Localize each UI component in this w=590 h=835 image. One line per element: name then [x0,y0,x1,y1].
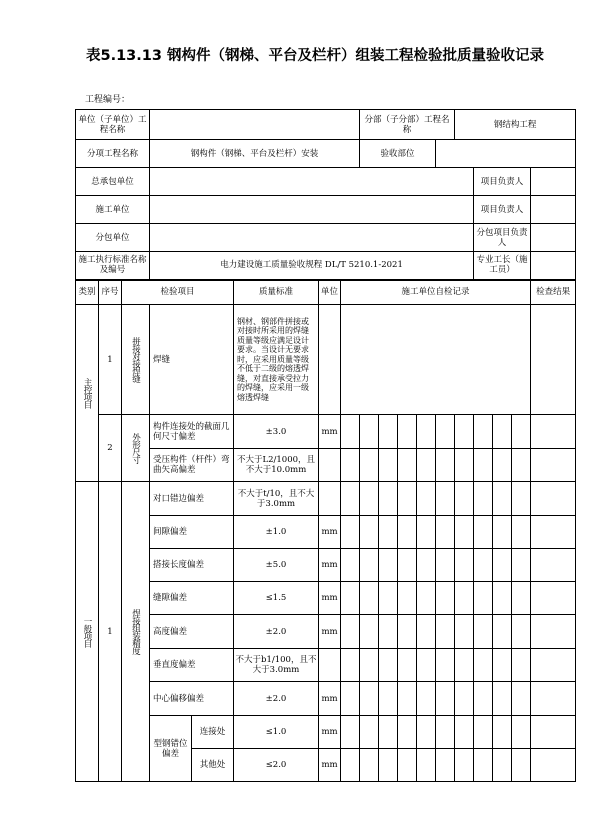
col-unit: 单位 [319,280,341,305]
record-cell[interactable] [398,682,417,716]
col-item: 检验项目 [122,280,234,305]
sub-project-manager-field[interactable] [531,224,576,252]
record-cell[interactable] [436,516,455,549]
record-cell[interactable] [493,415,512,449]
offset-unit-a: mm [319,716,341,749]
record-cell[interactable] [398,582,417,615]
foreman-field[interactable] [531,252,576,280]
record-cell[interactable] [417,716,436,749]
record-cell[interactable] [398,516,417,549]
offset-std-a: ≤1.0 [234,716,319,749]
col-category: 类别 [76,280,99,305]
general-item-6: 中心偏移偏差 [150,682,234,716]
record-cell[interactable] [455,482,474,516]
record-cell[interactable] [512,482,531,516]
unit-name-field[interactable] [150,110,360,140]
record-cell[interactable] [379,615,398,649]
record-cell[interactable] [455,749,474,782]
general-unit-2: mm [319,549,341,582]
record-cell[interactable] [436,615,455,649]
record-cell[interactable] [379,682,398,716]
record-cell[interactable] [360,615,379,649]
standard-field[interactable]: 电力建设施工质量验收规程 DL/T 5210.1-2021 [150,252,474,280]
result-cell[interactable] [531,415,576,449]
record-cell[interactable] [379,749,398,782]
record-cell[interactable] [417,749,436,782]
main-item-section: 构件连接处的截面几何尺寸偏差 [150,415,234,449]
project-manager-label: 项目负责人 [474,168,531,196]
result-cell[interactable] [531,549,576,582]
general-category: 一般项目 [76,482,99,782]
record-cell[interactable] [512,582,531,615]
record-cell[interactable] [341,449,360,482]
inspection-form-table [75,109,576,782]
record-cell[interactable] [398,449,417,482]
record-cell[interactable] [493,516,512,549]
record-cell[interactable] [455,682,474,716]
record-cell[interactable] [341,549,360,582]
record-cell[interactable] [493,449,512,482]
general-std-1: ±1.0 [234,516,319,549]
foreman-label: 专业工长（施工员） [474,252,531,280]
record-cell[interactable] [398,749,417,782]
main-std-bend: 不大于L2/1000，且不大于10.0mm [234,449,319,482]
unit-name-label: 单位（子单位）工程名称 [76,110,150,140]
record-cell[interactable] [360,449,379,482]
record-cell[interactable] [474,582,493,615]
record-cell[interactable] [417,482,436,516]
offset-item-b: 其他处 [192,749,234,782]
project-manager-field[interactable] [531,168,576,196]
record-cell[interactable] [474,415,493,449]
general-std-4: ±2.0 [234,615,319,649]
result-cell[interactable] [531,615,576,649]
record-cell[interactable] [455,516,474,549]
record-cell[interactable] [341,482,360,516]
record-cell[interactable] [360,682,379,716]
record-cell[interactable] [417,516,436,549]
result-cell[interactable] [531,516,576,549]
record-cell[interactable] [512,682,531,716]
construction-unit-field[interactable] [150,196,474,224]
main-unit-weld [319,305,341,415]
result-cell[interactable] [531,749,576,782]
col-standard: 质量标准 [234,280,319,305]
record-cell[interactable] [436,749,455,782]
main-std-section: ±3.0 [234,415,319,449]
general-contractor-label: 总承包单位 [76,168,150,196]
record-cell[interactable] [360,649,379,682]
main-std-weld: 钢材、钢部件拼接或对接时所采用的焊缝质量等级应满足设计要求。当设计无要求时，应采用质量等级不低于二级的熔透焊缝，对直接承受拉力的焊缝，应采用一级熔透焊缝 [234,305,319,415]
record-cell[interactable] [512,649,531,682]
record-cell[interactable] [493,549,512,582]
record-cell[interactable] [436,682,455,716]
record-cell[interactable] [474,749,493,782]
general-std-0: 不大于t/10，且不大于3.0mm [234,482,319,516]
item-name-field[interactable]: 钢构件（钢梯、平台及栏杆）安装 [150,140,360,168]
main-group-2: 外形尺寸 [122,415,150,482]
record-cell[interactable] [379,516,398,549]
main-group-1: 拼接对接焊缝 [122,305,150,415]
subdivision-field[interactable]: 钢结构工程 [455,110,576,140]
record-cell[interactable] [436,449,455,482]
record-cell[interactable] [474,516,493,549]
item-name-label: 分项工程名称 [76,140,150,168]
record-cell[interactable] [493,615,512,649]
record-cell[interactable] [398,615,417,649]
general-unit-4: mm [319,615,341,649]
record-cell[interactable] [398,649,417,682]
record-cell[interactable] [398,415,417,449]
project-no-label: 工程编号： [85,95,131,105]
record-cell[interactable] [360,749,379,782]
record-cell[interactable] [493,582,512,615]
standard-label: 施工执行标准名称及编号 [76,252,150,280]
col-seq: 序号 [99,280,122,305]
acceptance-part-field[interactable] [436,140,576,168]
record-cell[interactable] [417,549,436,582]
record-cell[interactable] [436,716,455,749]
record-cell[interactable] [474,682,493,716]
general-item-3: 缝隙偏差 [150,582,234,615]
record-cell[interactable] [379,449,398,482]
record-cell[interactable] [360,716,379,749]
general-item-5: 垂直度偏差 [150,649,234,682]
general-std-5: 不大于b1/100，且不大于3.0mm [234,649,319,682]
record-cell[interactable] [436,649,455,682]
record-cell[interactable] [379,482,398,516]
offset-label: 型钢错位偏差 [150,716,192,782]
main-category: 主控项目 [76,305,99,482]
general-unit-6: mm [319,682,341,716]
general-item-1: 间隙偏差 [150,516,234,549]
general-unit-3: mm [319,582,341,615]
offset-unit-b: mm [319,749,341,782]
record-cell[interactable] [436,415,455,449]
record-cell[interactable] [493,749,512,782]
record-cell[interactable] [360,582,379,615]
record-cell[interactable] [493,482,512,516]
general-seq: 1 [99,482,122,782]
record-cell[interactable] [360,415,379,449]
record-cell[interactable] [398,549,417,582]
record-cell[interactable] [341,615,360,649]
result-cell[interactable] [531,716,576,749]
subcontractor-field[interactable] [150,224,474,252]
record-cell[interactable] [512,716,531,749]
general-std-6: ±2.0 [234,682,319,716]
general-std-2: ±5.0 [234,549,319,582]
form-title: 表5.13.13 钢构件（钢梯、平台及栏杆）组装工程检验批质量验收记录 [85,48,544,64]
subdivision-label: 分部（子分部）工程名称 [360,110,455,140]
record-cell[interactable] [341,716,360,749]
record-cell[interactable] [417,415,436,449]
result-cell[interactable] [531,449,576,482]
record-cell[interactable] [417,615,436,649]
record-cell[interactable] [341,749,360,782]
record-cell[interactable] [379,716,398,749]
record-cell[interactable] [341,682,360,716]
record-cell[interactable] [474,482,493,516]
record-cell[interactable] [455,649,474,682]
record-cell[interactable] [436,482,455,516]
main-seq-2: 2 [99,415,122,482]
record-cell[interactable] [493,716,512,749]
record-cell[interactable] [493,649,512,682]
record-cell[interactable] [474,615,493,649]
col-record: 施工单位自检记录 [341,280,531,305]
offset-item-a: 连接处 [192,716,234,749]
main-item-weld: 焊缝 [150,305,234,415]
record-cell[interactable] [474,549,493,582]
record-cell[interactable] [512,516,531,549]
record-cell[interactable] [455,615,474,649]
project-manager-field-2[interactable] [531,196,576,224]
general-unit-0 [319,482,341,516]
record-cell[interactable] [455,415,474,449]
main-unit-section: mm [319,415,341,449]
result-cell[interactable] [531,482,576,516]
acceptance-part-label: 验收部位 [360,140,436,168]
main-item-bend: 受压构件（杆件）弯曲矢高偏差 [150,449,234,482]
project-manager-label-2: 项目负责人 [474,196,531,224]
record-cell[interactable] [341,516,360,549]
construction-unit-label: 施工单位 [76,196,150,224]
record-cell[interactable] [379,549,398,582]
offset-std-b: ≤2.0 [234,749,319,782]
subcontractor-label: 分包单位 [76,224,150,252]
general-group: 焊接组装精度 [122,482,150,782]
sub-project-manager-label: 分包项目负责人 [474,224,531,252]
record-cell[interactable] [512,449,531,482]
record-cell[interactable] [398,482,417,516]
main-unit-bend [319,449,341,482]
main-record-weld[interactable] [341,305,531,415]
record-cell[interactable] [360,549,379,582]
record-cell[interactable] [341,649,360,682]
record-cell[interactable] [341,582,360,615]
record-cell[interactable] [417,682,436,716]
general-item-2: 搭接长度偏差 [150,549,234,582]
record-cell[interactable] [512,615,531,649]
general-item-0: 对口错边偏差 [150,482,234,516]
record-cell[interactable] [360,482,379,516]
general-unit-5 [319,649,341,682]
record-cell[interactable] [474,649,493,682]
record-cell[interactable] [474,716,493,749]
record-cell[interactable] [474,449,493,482]
general-item-4: 高度偏差 [150,615,234,649]
record-cell[interactable] [455,549,474,582]
record-cell[interactable] [512,549,531,582]
record-cell[interactable] [379,415,398,449]
record-cell[interactable] [379,649,398,682]
general-std-3: ≤1.5 [234,582,319,615]
record-cell[interactable] [341,415,360,449]
result-cell[interactable] [531,649,576,682]
record-cell[interactable] [512,749,531,782]
result-cell[interactable] [531,682,576,716]
record-cell[interactable] [417,582,436,615]
record-cell[interactable] [417,649,436,682]
col-result: 检查结果 [531,280,576,305]
result-cell[interactable] [531,582,576,615]
record-cell[interactable] [436,549,455,582]
record-cell[interactable] [379,582,398,615]
record-cell[interactable] [360,516,379,549]
main-result-weld[interactable] [531,305,576,415]
record-cell[interactable] [436,582,455,615]
record-cell[interactable] [455,449,474,482]
record-cell[interactable] [493,682,512,716]
main-seq-1: 1 [99,305,122,415]
record-cell[interactable] [398,716,417,749]
record-cell[interactable] [512,415,531,449]
record-cell[interactable] [417,449,436,482]
record-cell[interactable] [455,716,474,749]
record-cell[interactable] [455,582,474,615]
general-unit-1: mm [319,516,341,549]
general-contractor-field[interactable] [150,168,474,196]
